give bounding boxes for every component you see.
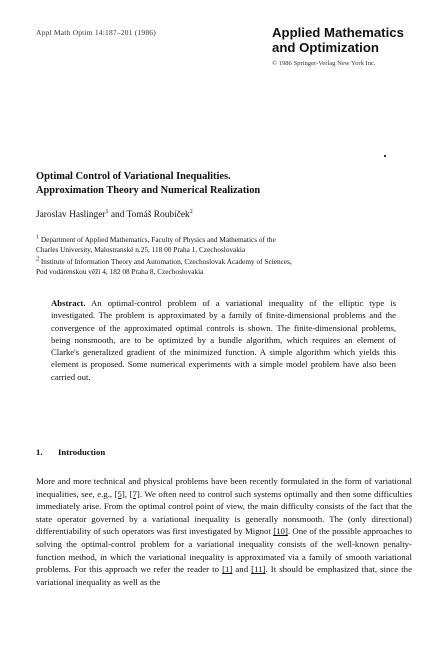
body-text: . We often need to control such systems optimally and then some difficulties immediately arise. From the optimal control point of view, the main difficulty consists of the fact that the state operator governed by a variational inequality is generally nonsmooth. The (only directional) differentiability of such operators was first investigated by Mignot — [36, 488, 412, 537]
abstract-text: An optimal-control problem of a variational inequality of the elliptic type is investigated. The problem is approximated by a family of finite-dimensional problems and the convergence of the approximated optimal controls is shown. The finite-dimensional problems, being nonsmooth, are to be optimized by a bundle algorithm, which requires an element of Clarke's generalized gradient of the minimized function. A simple algorithm which yields this element is proposed. Some numerical experiments with a simple model problem have also been carried out. — [51, 298, 396, 382]
affiliation-line: Department of Applied Mathematics, Faculty of Physics and Mathematics of the — [39, 235, 276, 244]
body-text: and — [232, 564, 252, 575]
paper-title — [36, 170, 396, 198]
author-affiliation-mark: 2 — [189, 208, 193, 215]
copyright-notice: © 1986 Springer-Verlag New York Inc. — [272, 60, 376, 67]
body-paragraph — [36, 475, 412, 588]
journal-citation: Appl Math Optim 14:187–201 (1986) — [36, 28, 156, 37]
body-text: , — [124, 488, 130, 499]
abstract-label: Abstract. — [51, 298, 86, 308]
affiliation-line: Institute of Information Theory and Automation, Czechoslovak Academy of Sciences, — [39, 257, 292, 266]
journal-title — [272, 25, 422, 55]
section-number: 1. — [36, 447, 43, 457]
body-text: . One of the possible approaches to solving the optimal-control problem for a variational inequality consists of the well-known penalty-function method, in which the variational inequality is approximated via a family of smooth variational problems. For this approach we refer the reader to — [36, 526, 412, 575]
citation-link[interactable]: [7] — [129, 488, 140, 499]
affiliation-2 — [36, 257, 416, 277]
affiliation-line: Pod vodárenskou věží 4, 182 08 Praha 8, Czechoslovakia — [36, 266, 204, 276]
abstract — [51, 297, 396, 383]
page-mark — [384, 155, 386, 157]
author-name: Jaroslav Haslinger — [36, 210, 106, 220]
affiliation-mark: 2 — [36, 256, 39, 263]
citation-link[interactable]: [10] — [273, 526, 288, 537]
citation-link[interactable]: [5] — [114, 488, 125, 499]
author-list — [36, 210, 193, 220]
paper-title-line-2: Approximation Theory and Numerical Realization — [36, 185, 261, 196]
body-text: . It should be emphasized that, since the variational inequality as well as the — [36, 564, 412, 587]
author-affiliation-mark: 1 — [105, 208, 109, 215]
section-heading — [36, 447, 105, 457]
author-name: Tomáš Roubíček — [126, 210, 190, 220]
journal-title-line-1: Applied Mathematics — [272, 25, 404, 40]
citation-link[interactable]: [11] — [251, 564, 266, 575]
affiliation-1 — [36, 235, 416, 255]
section-title: Introduction — [58, 447, 106, 457]
paper-title-line-1: Optimal Control of Variational Inequalities. — [36, 171, 231, 182]
citation-link[interactable]: [1] — [222, 564, 233, 575]
affiliation-mark: 1 — [36, 234, 39, 241]
affiliation-line: Charles University, Malostranské n.25, 118 00 Praha 1, Czechoslovakia — [36, 244, 246, 254]
journal-title-line-2: and Optimization — [272, 40, 379, 55]
author-conjunction: and — [108, 210, 127, 220]
body-text: More and more technical and physical problems have been recently formulated in the form of variational inequalities, see, e.g., — [36, 476, 412, 499]
